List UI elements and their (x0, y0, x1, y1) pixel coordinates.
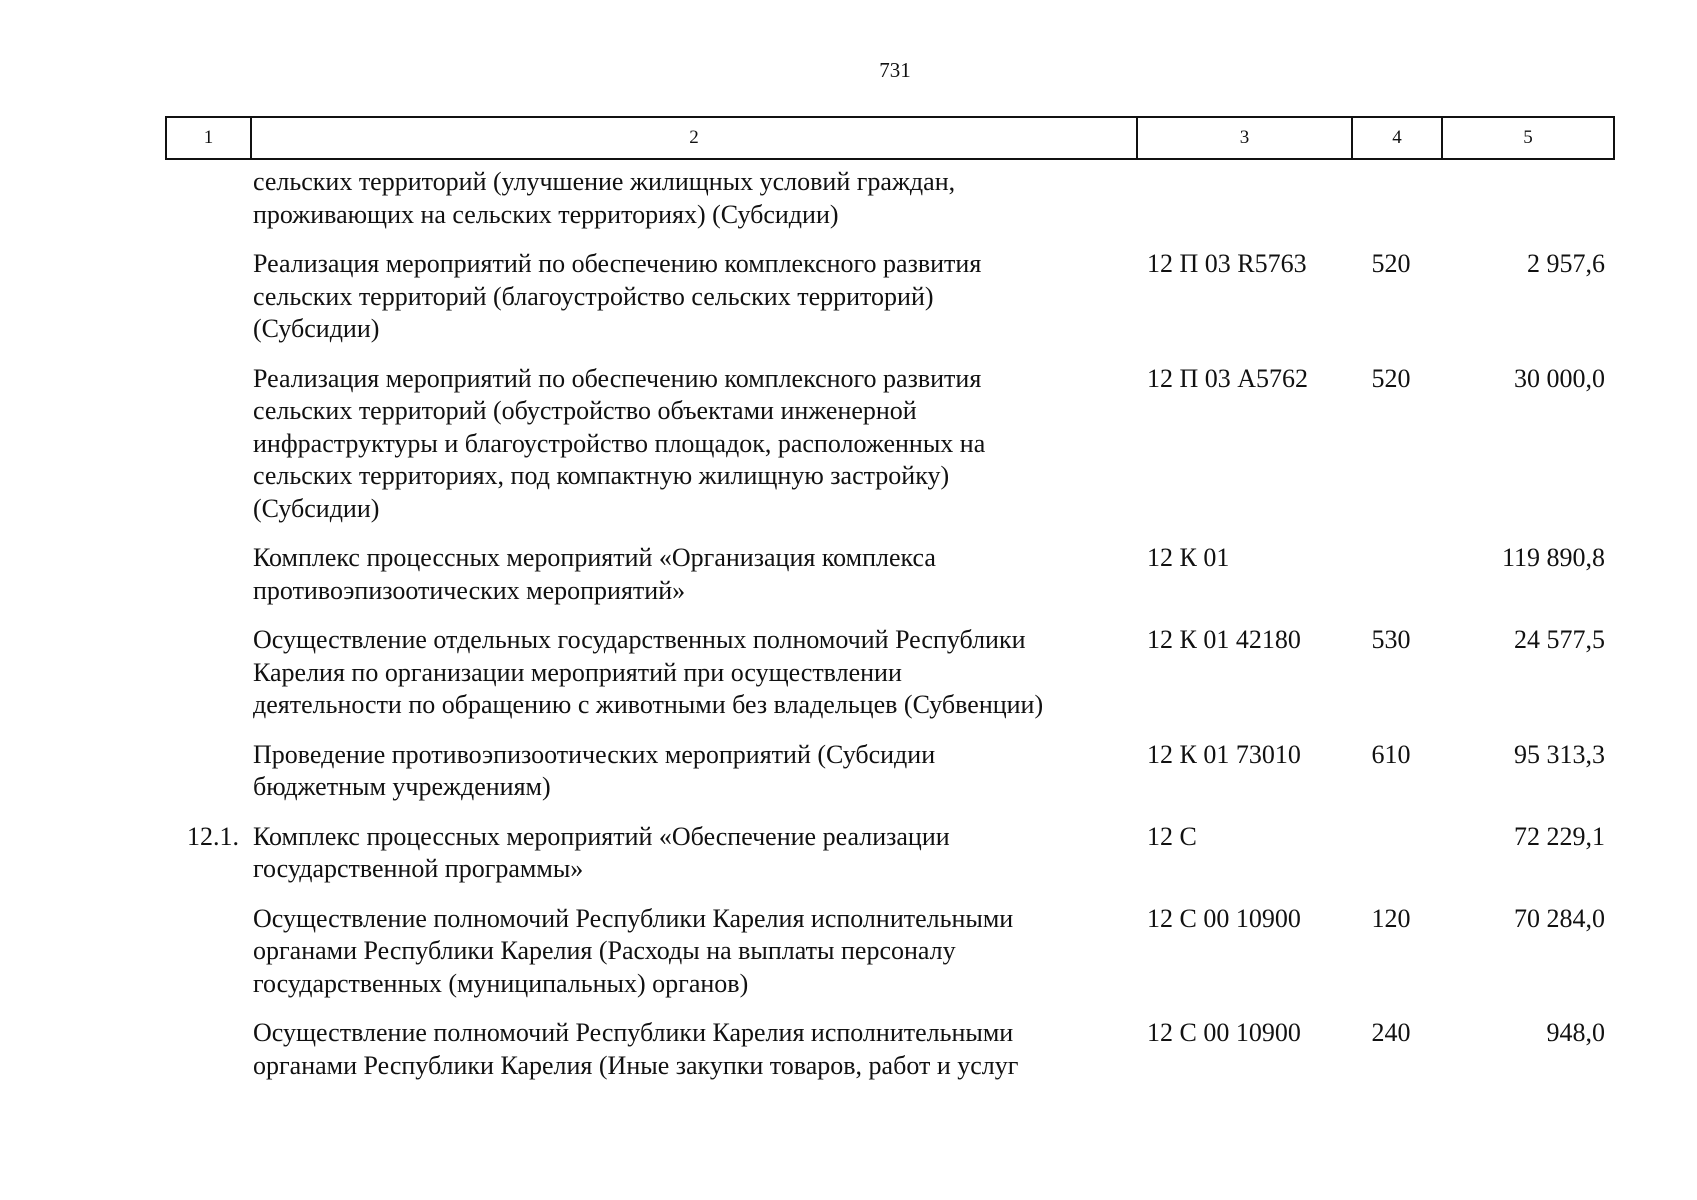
row-code: 12 П 03 А5762 (1147, 363, 1309, 393)
row-code: 12 С 00 10900 (1147, 1018, 1301, 1047)
row-number (165, 363, 245, 526)
row-sum: 24 577,5 (1514, 625, 1605, 654)
table-row (165, 166, 1615, 231)
row-sum: 70 284,0 (1514, 903, 1605, 933)
row-name-line: деятельности по обращению с животными без владельцев (Субвенции) (253, 690, 1044, 719)
row-code: 12 П 03 R5763 (1147, 249, 1307, 278)
row-type (1346, 821, 1436, 886)
row-number (165, 166, 245, 231)
row-name-line: Осуществление отдельных государственных полномочий Республики (253, 625, 1026, 654)
row-sum: 30 000,0 (1514, 363, 1605, 393)
row-name-line: Осуществление полномочий Республики Карелия исполнительными (253, 903, 1014, 933)
table-header (165, 116, 1615, 160)
row-name (245, 903, 1131, 1001)
table-row (165, 624, 1615, 722)
row-name-line: Реализация мероприятий по обеспечению комплексного развития (253, 249, 982, 278)
row-code: 12 К 01 73010 (1147, 739, 1301, 769)
row-name-line: (Субсидии) (253, 493, 380, 523)
row-sum: 95 313,3 (1514, 739, 1605, 769)
table-header-col-5: 5 (1523, 127, 1533, 148)
row-name-line: сельских территориях, под компактную жилищную застройку) (253, 461, 950, 490)
row-sum: 2 957,6 (1527, 249, 1605, 278)
row-name (245, 821, 1131, 886)
row-code (1131, 166, 1346, 231)
table-header-col-4: 4 (1353, 118, 1443, 158)
row-number (165, 739, 245, 804)
row-type (1346, 542, 1436, 607)
row-number (165, 903, 245, 1001)
table-row (165, 739, 1615, 804)
table-row (165, 1017, 1615, 1082)
row-type: 530 (1371, 625, 1411, 654)
row-name-line: Комплекс процессных мероприятий «Организация комплекса (253, 543, 936, 572)
row-type: 520 (1371, 363, 1411, 393)
row-number (165, 248, 245, 346)
row-number: 12.1. (187, 821, 239, 851)
row-name (245, 542, 1131, 607)
row-number (165, 624, 245, 722)
table-header-col-2: 2 (252, 118, 1138, 158)
table-header-col-1: 1 (167, 118, 252, 158)
row-name-line: инфраструктуры и благоустройство площадок, расположенных на (253, 428, 986, 458)
row-number (165, 1017, 245, 1082)
row-code: 12 К 01 (1147, 543, 1230, 572)
row-name-line: бюджетным учреждениям) (253, 772, 551, 801)
page-number: 731 (879, 58, 911, 82)
row-name (245, 1017, 1131, 1082)
row-name-line: Осуществление полномочий Республики Карелия исполнительными (253, 1018, 1014, 1047)
row-sum: 948,0 (1546, 1018, 1605, 1047)
row-sum (1436, 166, 1615, 231)
row-code: 12 К 01 42180 (1147, 625, 1301, 654)
table-row (165, 542, 1615, 607)
row-type (1346, 166, 1436, 231)
row-name-line: сельских территорий (обустройство объектами инженерной (253, 396, 917, 425)
row-code: 12 С (1147, 821, 1197, 851)
row-type: 240 (1371, 1018, 1411, 1047)
row-name (245, 248, 1131, 346)
row-name (245, 166, 1131, 231)
row-code: 12 С 00 10900 (1147, 903, 1301, 933)
row-name-line: органами Республики Карелия (Расходы на выплаты персоналу (253, 936, 956, 965)
row-name (245, 739, 1131, 804)
row-type: 520 (1371, 249, 1411, 278)
table-header-col-3: 3 (1138, 118, 1353, 158)
table-row (165, 903, 1615, 1001)
row-name-line: Карелия по организации мероприятий при осуществлении (253, 657, 902, 687)
row-name-line: государственных (муниципальных) органов) (253, 968, 749, 998)
row-sum: 72 229,1 (1514, 821, 1605, 851)
row-name-line: противоэпизоотических мероприятий» (253, 575, 686, 605)
row-name-line: сельских территорий (благоустройство сельских территорий) (253, 281, 934, 311)
table-row (165, 821, 1615, 886)
row-type: 120 (1371, 903, 1411, 933)
row-type: 610 (1371, 739, 1411, 769)
row-name-line: органами Республики Карелия (Иные закупки товаров, работ и услуг (253, 1050, 1019, 1080)
row-name-line: (Субсидии) (253, 314, 380, 343)
table-row (165, 248, 1615, 346)
row-sum: 119 890,8 (1501, 543, 1605, 572)
row-name (245, 624, 1131, 722)
row-name-line: Комплекс процессных мероприятий «Обеспечение реализации (253, 821, 950, 851)
table-row (165, 363, 1615, 526)
table-body (165, 166, 1615, 1099)
row-name (245, 363, 1131, 526)
row-number (165, 542, 245, 607)
row-name-line: Проведение противоэпизоотических мероприятий (Субсидии (253, 739, 936, 769)
row-name-line: проживающих на сельских территориях) (Субсидии) (253, 199, 839, 229)
row-name-line: государственной программы» (253, 854, 584, 883)
row-name-line: сельских территорий (улучшение жилищных условий граждан, (253, 167, 956, 196)
row-name-line: Реализация мероприятий по обеспечению комплексного развития (253, 363, 982, 393)
